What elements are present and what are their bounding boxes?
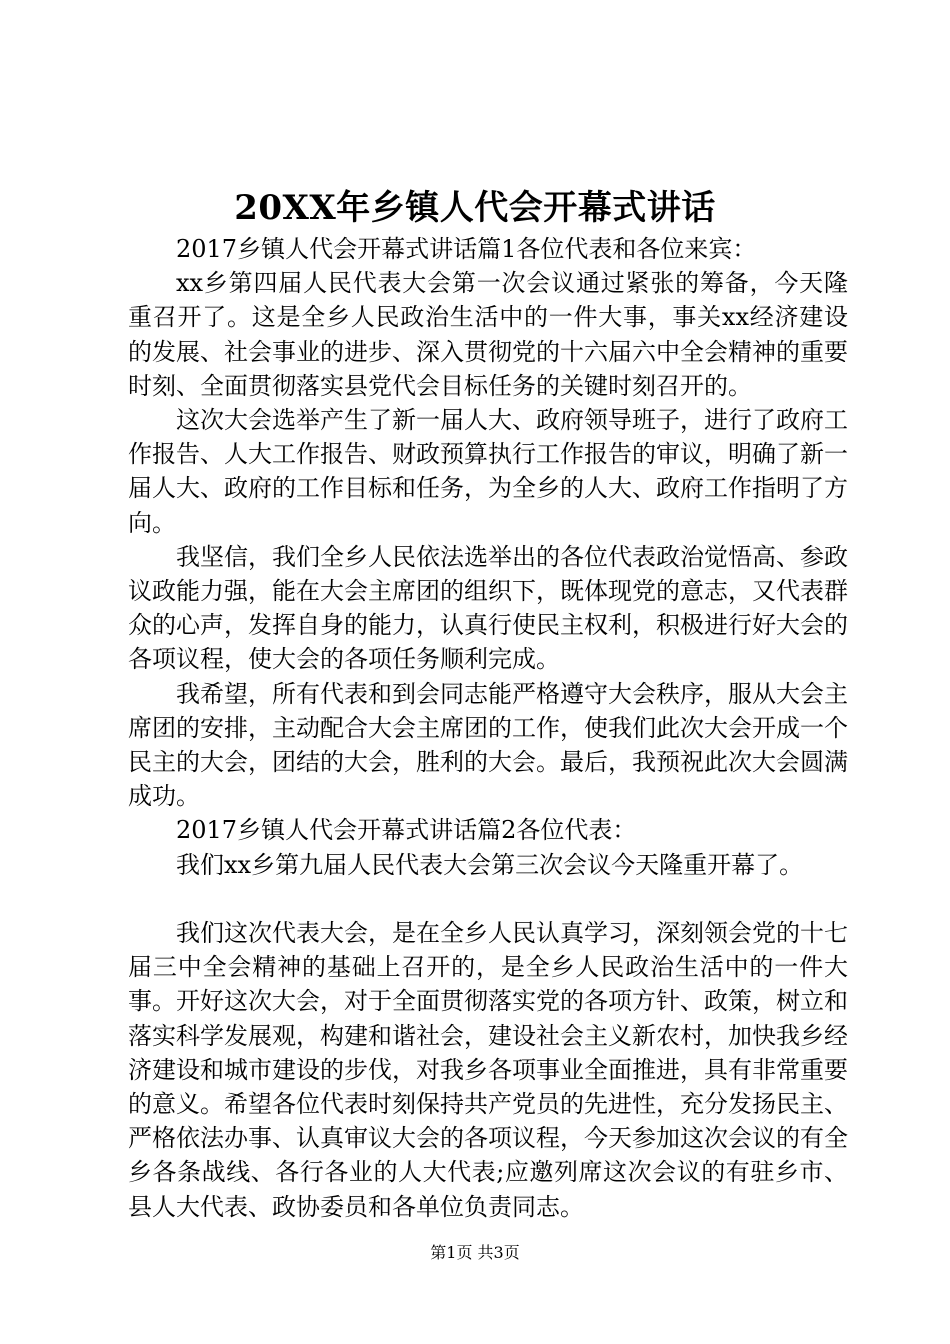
paragraph-6: 2017乡镇人代会开幕式讲话篇2各位代表： xyxy=(176,816,637,845)
paragraph-2: xx乡第四届人民代表大会第一次会议通过紧张的筹备，今天隆重召开了。这是全乡人民政治生活中的一件大事，事关xx经济建设的发展、社会事业的进步、深入贯彻党的十六届六中全会精神的重要时刻、全面贯彻落实县党代会目标任务的关键时刻召开的。 xyxy=(128,269,848,400)
paragraph-4: 我坚信，我们全乡人民依法选举出的各位代表政治觉悟高、参政议政能力强，能在大会主席团的组织下，既体现党的意志，又代表群众的心声，发挥自身的能力，认真行使民主权利，积极进行好大会的各项议程，使大会的各项任务顺利完成。 xyxy=(128,542,848,674)
document-title: 20XX年乡镇人代会开幕式讲话 xyxy=(234,188,716,228)
paragraph-1: 2017乡镇人代会开幕式讲话篇1各位代表和各位来宾： xyxy=(176,235,757,263)
document-body xyxy=(128,232,848,1224)
paragraph-7: 我们xx乡第九届人民代表大会第三次会议今天隆重开幕了。 xyxy=(176,850,804,879)
page-footer: 第1页 共3页 xyxy=(430,1243,520,1262)
paragraph-3: 这次大会选举产生了新一届人大、政府领导班子，进行了政府工作报告、人大工作报告、财政预算执行工作报告的审议，明确了新一届人大、政府的工作目标和任务，为全乡的人大、政府工作指明了方向。 xyxy=(128,406,848,537)
blank-line xyxy=(128,882,848,916)
paragraph-8: 我们这次代表大会，是在全乡人民认真学习，深刻领会党的十七届三中全会精神的基础上召开的，是全乡人民政治生活中的一件大事。开好这次大会，对于全面贯彻落实党的各项方针、政策，树立和落实科学发展观，构建和谐社会，建设社会主义新农村，加快我乡经济建设和城市建设的步伐，对我乡各项事业全面推进，具有非常重要的意义。希望各位代表时刻保持共产党员的先进性，充分发扬民主、严格依法办事、认真审议大会的各项议程，今天参加这次会议的有全乡各条战线、各行各业的人大代表;应邀列席这次会议的有驻乡市、县人大代表、政协委员和各单位负责同志。 xyxy=(128,919,848,1221)
paragraph-5: 我希望，所有代表和到会同志能严格遵守大会秩序，服从大会主席团的安排，主动配合大会主席团的工作，使我们此次大会开成一个民主的大会，团结的大会，胜利的大会。最后，我预祝此次大会圆满成功。 xyxy=(128,679,848,811)
